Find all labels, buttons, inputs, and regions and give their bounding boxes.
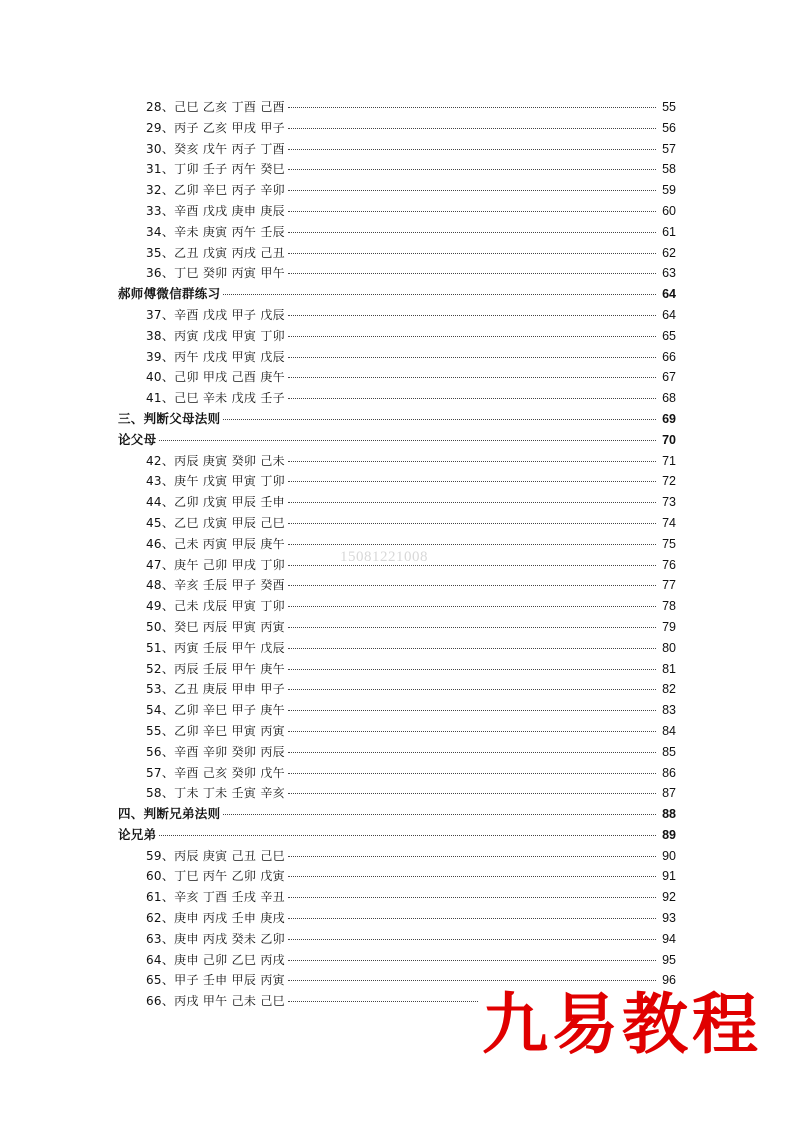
toc-entry[interactable] [118, 326, 676, 347]
toc-entry-label: 37、辛酉 戊戌 甲子 戊辰 [146, 307, 285, 322]
toc-entry[interactable] [118, 596, 676, 617]
toc-page-number: 83 [662, 703, 676, 718]
toc-entry[interactable] [118, 763, 676, 784]
dot-leader [288, 897, 656, 898]
toc-page-number: 94 [662, 931, 676, 946]
toc-page-number: 80 [662, 640, 676, 655]
toc-entry-label: 59、丙辰 庚寅 己丑 己巳 [146, 848, 285, 863]
toc-entry[interactable] [118, 846, 676, 867]
toc-page-number: 60 [662, 203, 676, 218]
dot-leader [223, 419, 656, 420]
toc-entry-label: 57、辛酉 己亥 癸卯 戊午 [146, 765, 285, 780]
dot-leader [288, 1001, 478, 1002]
toc-page-number: 89 [662, 827, 676, 842]
toc-page-number: 93 [662, 911, 676, 926]
toc-page-number: 95 [662, 952, 676, 967]
toc-page-number: 96 [662, 973, 676, 988]
toc-entry-label: 53、乙丑 庚辰 甲申 甲子 [146, 682, 285, 697]
logo: 九易教程 [482, 986, 762, 1063]
toc-entry-label: 28、己巳 乙亥 丁酉 己酉 [146, 100, 285, 114]
dot-leader [288, 232, 656, 233]
toc-page-number: 66 [662, 349, 676, 364]
toc-entry-label: 36、丁巳 癸卯 丙寅 甲午 [146, 266, 285, 281]
toc-entry-label: 55、乙卯 辛巳 甲寅 丙寅 [146, 723, 285, 738]
dot-leader [288, 731, 656, 732]
toc-entry-label: 40、己卯 甲戌 己酉 庚午 [146, 370, 285, 385]
toc-entry[interactable] [118, 492, 676, 513]
toc-page-number: 62 [662, 245, 676, 260]
toc-entry-label: 51、丙寅 壬辰 甲午 戊辰 [146, 640, 285, 655]
toc-entry-label: 论父母 [118, 431, 157, 447]
toc-entry-label: 34、辛未 庚寅 丙午 壬辰 [146, 224, 285, 239]
toc-page-number: 68 [662, 391, 676, 406]
dot-leader [288, 960, 656, 961]
toc-page-number: 86 [662, 765, 676, 780]
dot-leader [288, 544, 656, 545]
toc-page-number: 74 [662, 515, 676, 530]
toc-entry[interactable] [118, 721, 676, 742]
toc-entry-label: 郝师傅微信群练习 [118, 286, 221, 302]
toc-entry-label: 46、己未 丙寅 甲辰 庚午 [146, 536, 285, 551]
toc-page-number: 91 [662, 869, 676, 884]
toc-page-number: 69 [662, 411, 676, 426]
toc-entry-label: 65、甲子 壬申 甲辰 丙寅 [146, 973, 285, 988]
toc-entry-label: 61、辛亥 丁酉 壬戌 辛丑 [146, 890, 285, 905]
dot-leader [288, 689, 656, 690]
toc-page-number: 72 [662, 474, 676, 489]
toc-page-number: 87 [662, 786, 676, 801]
toc-entry[interactable] [118, 243, 676, 264]
dot-leader [288, 273, 656, 274]
toc-page-number: 64 [662, 287, 676, 302]
toc-entry-label: 58、丁未 丁未 壬寅 辛亥 [146, 786, 285, 801]
dot-leader [288, 211, 656, 212]
toc-entry-label: 64、庚申 己卯 乙巳 丙戌 [146, 952, 285, 967]
dot-leader [288, 856, 656, 857]
toc-entry[interactable] [118, 451, 676, 472]
dot-leader [288, 918, 656, 919]
dot-leader [288, 315, 656, 316]
toc-entry[interactable] [118, 742, 676, 763]
toc-entry[interactable] [118, 866, 676, 887]
toc-page-number: 56 [662, 120, 676, 135]
toc-entry-label: 47、庚午 己卯 甲戌 丁卯 [146, 557, 285, 572]
toc-entry-label: 50、癸巳 丙辰 甲寅 丙寅 [146, 619, 285, 634]
toc-entry-label: 30、癸亥 戊午 丙子 丁酉 [146, 141, 285, 156]
toc-entry-label: 48、辛亥 壬辰 甲子 癸酉 [146, 578, 285, 593]
dot-leader [288, 939, 656, 940]
toc-entry[interactable] [118, 950, 676, 971]
toc-entry[interactable] [118, 305, 676, 326]
toc-entry[interactable] [118, 263, 676, 284]
toc-entry-label: 四、判断兄弟法则 [118, 806, 221, 822]
toc-entry[interactable] [118, 908, 676, 929]
toc-entry[interactable] [118, 679, 676, 700]
toc-entry-label: 56、辛酉 辛卯 癸卯 丙辰 [146, 744, 285, 759]
toc-entry-label: 62、庚申 丙戌 壬申 庚戌 [146, 911, 285, 926]
toc-page-number: 58 [662, 162, 676, 177]
dot-leader [288, 377, 656, 378]
toc-entry[interactable] [118, 659, 676, 680]
toc-entry[interactable] [118, 97, 676, 118]
dot-leader [288, 128, 656, 129]
toc-heading[interactable] [118, 430, 676, 451]
toc-entry[interactable] [118, 929, 676, 950]
toc-page-number: 90 [662, 848, 676, 863]
toc-page-number: 76 [662, 557, 676, 572]
dot-leader [288, 773, 656, 774]
dot-leader [288, 336, 656, 337]
toc-entry[interactable] [118, 159, 676, 180]
toc-entry-label: 42、丙辰 庚寅 癸卯 己未 [146, 453, 285, 468]
toc-entry[interactable] [118, 367, 676, 388]
dot-leader [288, 876, 656, 877]
dot-leader [288, 627, 656, 628]
dot-leader [288, 523, 656, 524]
toc-entry-label: 33、辛酉 戊戌 庚申 庚辰 [146, 203, 285, 218]
toc-entry-label: 41、己巳 辛未 戊戌 壬子 [146, 391, 285, 406]
toc-page-number: 70 [662, 432, 676, 447]
toc-page-number: 63 [662, 266, 676, 281]
toc-page-number: 59 [662, 183, 676, 198]
toc-page-number: 81 [662, 661, 676, 676]
toc-entry-label: 32、乙卯 辛巳 丙子 辛卯 [146, 183, 285, 198]
toc-entry[interactable] [118, 222, 676, 243]
dot-leader [159, 440, 656, 441]
dot-leader [159, 835, 656, 836]
dot-leader [288, 169, 656, 170]
toc-entry[interactable] [118, 139, 676, 160]
toc-page-number: 61 [662, 224, 676, 239]
dot-leader [288, 107, 656, 108]
toc-page-number: 55 [662, 100, 676, 114]
dot-leader [288, 752, 656, 753]
toc-heading[interactable] [118, 825, 676, 846]
toc-entry[interactable] [118, 347, 676, 368]
dot-leader [288, 149, 656, 150]
toc-entry[interactable] [118, 513, 676, 534]
toc-entry[interactable] [118, 783, 676, 804]
toc-page-number: 92 [662, 890, 676, 905]
toc-page-number: 82 [662, 682, 676, 697]
toc-entry-label: 31、丁卯 壬子 丙午 癸巳 [146, 162, 285, 177]
toc-entry[interactable] [118, 700, 676, 721]
toc-entry-label: 三、判断父母法则 [118, 410, 221, 426]
toc-entry-label: 44、乙卯 戊寅 甲辰 壬申 [146, 495, 285, 510]
dot-leader [288, 606, 656, 607]
dot-leader [288, 461, 656, 462]
toc-heading[interactable] [118, 804, 676, 825]
dot-leader [288, 190, 656, 191]
toc-entry-label: 35、乙丑 戊寅 丙戌 己丑 [146, 245, 285, 260]
dot-leader [288, 669, 656, 670]
toc-entry[interactable] [118, 617, 676, 638]
dot-leader [288, 710, 656, 711]
toc-page-number: 71 [662, 453, 676, 468]
dot-leader [288, 980, 656, 981]
toc-page-number: 65 [662, 328, 676, 343]
toc-page-number: 73 [662, 495, 676, 510]
toc-entry-label: 39、丙午 戊戌 甲寅 戊辰 [146, 349, 285, 364]
toc-entry[interactable] [118, 638, 676, 659]
dot-leader [288, 585, 656, 586]
toc-entry-label: 43、庚午 戊寅 甲寅 丁卯 [146, 474, 285, 489]
toc-entry[interactable] [118, 180, 676, 201]
toc-page-number: 75 [662, 536, 676, 551]
toc-page-number: 88 [662, 807, 676, 822]
toc-entry-label: 论兄弟 [118, 826, 157, 842]
toc-entry-label: 45、乙巳 戊寅 甲辰 己巳 [146, 515, 285, 530]
toc-entry-label: 38、丙寅 戊戌 甲寅 丁卯 [146, 328, 285, 343]
toc-page-number: 78 [662, 599, 676, 614]
dot-leader [288, 481, 656, 482]
dot-leader [288, 648, 656, 649]
watermark: 15081221008 [340, 549, 428, 565]
toc-page-number: 57 [662, 141, 676, 156]
toc-heading[interactable] [118, 409, 676, 430]
toc-entry[interactable] [118, 388, 676, 409]
dot-leader [288, 357, 656, 358]
toc-entry[interactable] [118, 887, 676, 908]
toc-entry-label: 60、丁巳 丙午 乙卯 戊寅 [146, 869, 285, 884]
dot-leader [288, 502, 656, 503]
toc-entry-label: 63、庚申 丙戌 癸未 乙卯 [146, 931, 285, 946]
toc-entry[interactable] [118, 118, 676, 139]
toc-entry-label: 29、丙子 乙亥 甲戌 甲子 [146, 120, 285, 135]
toc-entry[interactable] [118, 471, 676, 492]
toc-page-number: 84 [662, 723, 676, 738]
dot-leader [288, 398, 656, 399]
dot-leader [223, 814, 656, 815]
toc-entry[interactable] [118, 575, 676, 596]
dot-leader [288, 793, 656, 794]
toc-page-number: 79 [662, 619, 676, 634]
dot-leader [288, 253, 656, 254]
toc-entry-label: 52、丙辰 壬辰 甲午 庚午 [146, 661, 285, 676]
toc-entry-label: 49、己未 戊辰 甲寅 丁卯 [146, 599, 285, 614]
toc-page-number: 85 [662, 744, 676, 759]
dot-leader [223, 294, 656, 295]
toc-page-number: 64 [662, 307, 676, 322]
toc-page-number: 77 [662, 578, 676, 593]
toc-entry[interactable] [118, 991, 480, 1012]
toc-entry[interactable] [118, 201, 676, 222]
toc-entry-label: 54、乙卯 辛巳 甲子 庚午 [146, 703, 285, 718]
toc-heading[interactable] [118, 284, 676, 305]
toc-entry-label: 66、丙戌 甲午 己未 己巳 [146, 994, 285, 1009]
toc-page-number: 67 [662, 370, 676, 385]
